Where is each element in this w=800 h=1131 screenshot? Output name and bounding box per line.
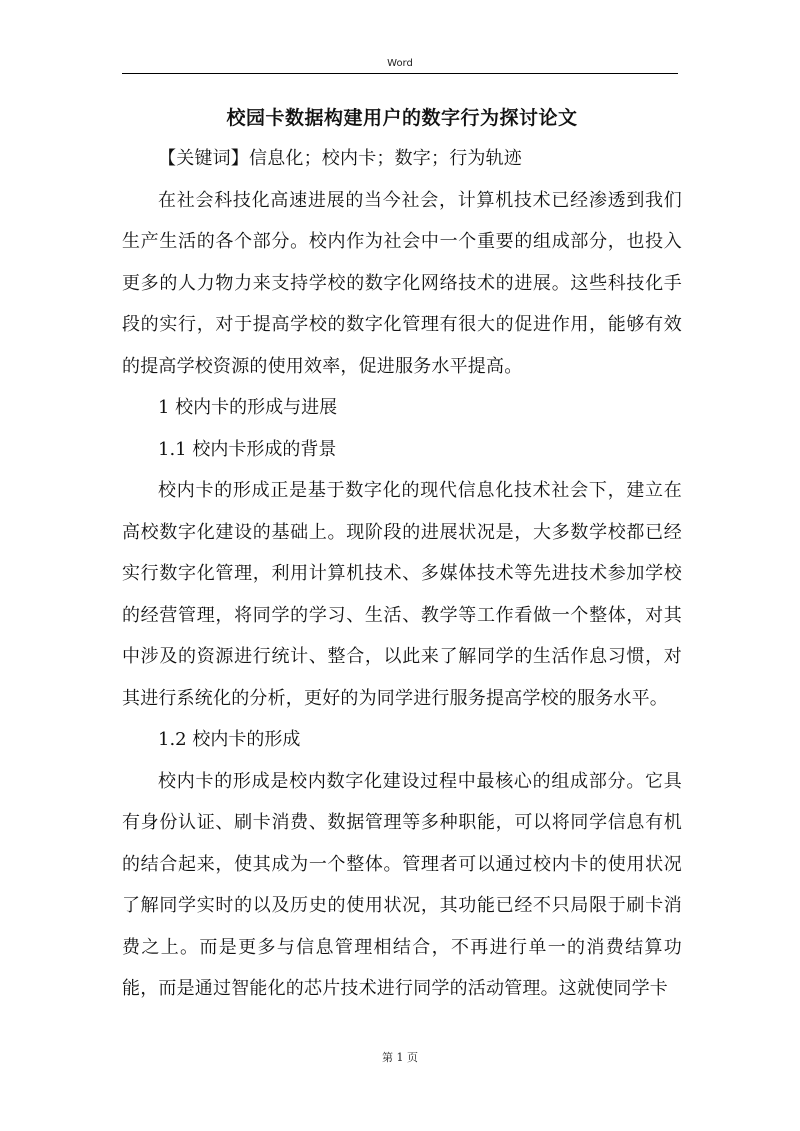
section-1-1-heading: 1.1 校内卡形成的背景	[158, 438, 337, 460]
page-number: 第 1 页	[382, 1051, 418, 1064]
section-1-2-heading: 1.2 校内卡的形成	[158, 729, 301, 750]
keywords-line: 【关键词】信息化；校内卡；数字；行为轨迹	[158, 148, 522, 169]
section-1-2-paragraph: 校内卡的形成是校内数字化建设过程中最核心的组成部分。它具有身份认证、刷卡消费、数据管理等多种职能，可以将同学信息有机的结合起来，使其成为一个整体。管理者可以通过校内卡的使用状况了解同学实时的以及历史的使用状况，其功能已经不只局限于刷卡消费之上。而是更多与信息管理相结合，不再进行单一的消费结算功能，而是通过智能化的芯片技术进行同学的活动管理。这就使同学卡	[122, 770, 682, 999]
document-title: 校园卡数据构建用户的数字行为探讨论文	[226, 107, 578, 129]
section-1-1-paragraph: 校内卡的形成正是基于数字化的现代信息化技术社会下，建立在高校数字化建设的基础上。现阶段的进展状况是，大多数学校都已经实行数字化管理，利用计算机技术、多媒体技术等先进技术参加学校的经营管理，将同学的学习、生活、教学等工作看做一个整体，对其中涉及的资源进行统计、整合，以此来了解同学的生活作息习惯，对其进行系统化的分析，更好的为同学进行服务提高学校的服务水平。	[122, 480, 682, 709]
section-1-heading: 1 校内卡的形成与进展	[158, 397, 338, 418]
intro-paragraph: 在社会科技化高速进展的当今社会，计算机技术已经渗透到我们生产生活的各个部分。校内作为社会中一个重要的组成部分，也投入更多的人力物力来支持学校的数字化网络技术的进展。这些科技化手段的实行，对于提高学校的数字化管理有很大的促进作用，能够有效的提高学校资源的使用效率，促进服务水平提高。	[122, 189, 682, 377]
page-header-label: Word	[387, 58, 413, 69]
document-body	[122, 98, 682, 1010]
header-divider	[122, 73, 678, 74]
